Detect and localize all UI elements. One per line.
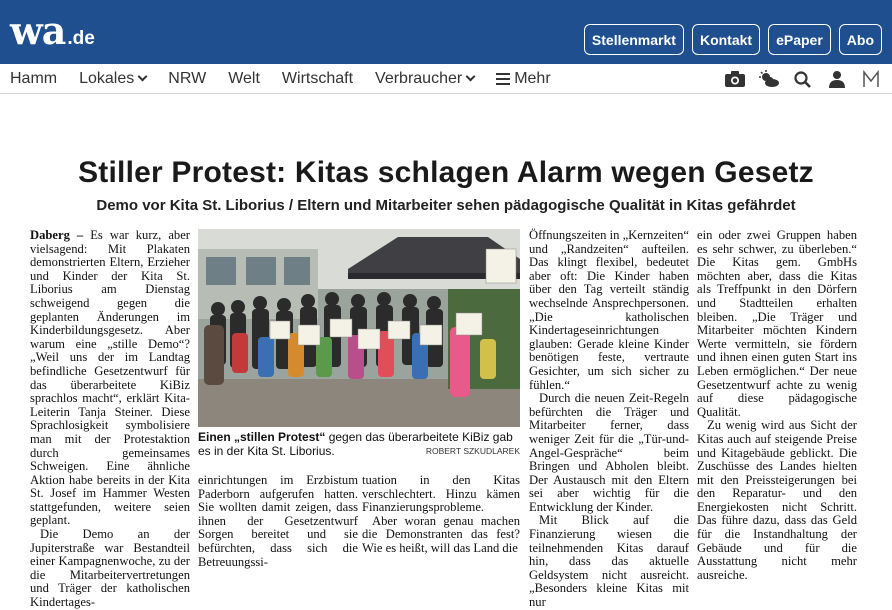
nav-label: Wirtschaft <box>281 69 354 87</box>
caption-lead: Einen „stillen Protest“ <box>198 430 326 444</box>
article-paragraph: Mit Blick auf die Finanzierung wiesen die teilnehmenden Kitas darauf hin, dass das aktuelle Geldsystem nicht ausreicht. „Besonders kleine Kitas mit nur <box>529 513 689 610</box>
brand-m-icon[interactable] <box>860 70 882 88</box>
article-paragraph: Durch die neuen Zeit-Regeln befürchten die Träger und Mitarbeiter ferner, dass weniger Zeit für die „Tür-und-Angel-Gespräche“ beim Bringen und Abholen bleibt. Der Austausch mit den Eltern sei aber wichtig für die Entwicklung der Kinder. <box>529 391 689 514</box>
article-paragraph: tuation in den Kitas verschlechtert. Hinzu kämen Finanzierungsprobleme. <box>362 473 520 515</box>
nav-label: Lokales <box>79 69 135 87</box>
article-paragraph: Aber woran genau machen die Demonstranten das fest? Wie es heißt, will das Land die <box>362 513 520 555</box>
photo-credit: ROBERT SZKUDLAREK <box>425 446 520 456</box>
top-bar <box>0 0 892 64</box>
article-paragraph: Die Demo an der Jupiterstraße war Bestandteil einer Kampagnenwoche, zu der die Mitarbeitervertretungen und Träger der katholischen Kindertages- <box>30 527 190 610</box>
chevron-down-icon <box>138 72 148 82</box>
menu-icon <box>496 73 510 85</box>
nav-label: Hamm <box>10 69 58 87</box>
nav-item-verbraucher[interactable] <box>375 70 474 88</box>
article-column-5 <box>697 229 857 582</box>
stellenmarkt-button[interactable]: Stellenmarkt <box>584 24 684 55</box>
article-paragraph: ein oder zwei Gruppen haben es sehr schwer, zu überleben.“ Die Kitas gem. GmbHs möchten aber, dass die Kitas als Treffpunkt in den Dörfern und Stadtteilen erhalten bleiben. „Die Träger und Mitarbeiter möchten Kindern Werte vermitteln, sie fördern und ihnen einen guten Start ins Leben ermöglichen.“ Der neue Gesetzentwurf achte zu wenig auf diese pädagogische Qualität. <box>697 228 857 419</box>
main-nav <box>0 64 892 94</box>
article-paragraph <box>30 229 190 528</box>
kontakt-button[interactable]: Kontakt <box>692 24 760 55</box>
abo-button[interactable]: Abo <box>839 24 882 55</box>
protest-photo-illustration <box>198 229 520 427</box>
article-paragraph: einrichtungen im Erzbistum Paderborn aufgerufen hatten. Sie wollten damit zeigen, dass ihnen der Gesetzentwurf Sorgen bereitet und sie befürchten, dass sich die Betreuungssi- <box>198 473 358 569</box>
nav-label: Mehr <box>514 69 551 87</box>
paragraph-text: Es war kurz, aber vielsagend: Mit Plakaten demonstrierten Eltern, Erzieher und Kinder der Kita St. Liborius am Dienstag schweigend gegen die geplanten Änderungen im Kinderbildungsgesetz. Aber warum eine „stille Demo“? „Weil uns der im Landtag befindliche Gesetzentwurf für das überarbeitete KiBiz sprachlos macht“, erklärt Kita-Leiterin Tanja Steiner. Diese Sprachlosigkeit symbolisiere man mit der Protestaktion durch gemeinsames Schweigen. Eine ähnliche Aktion habe bereits in der Kita St. Josef im Hammer Westen stattgefunden, weitere seien geplant. <box>30 228 190 528</box>
nav-label: Welt <box>228 69 260 87</box>
article-subheadline: Demo vor Kita St. Liborius / Eltern und Mitarbeiter sehen pädagogische Qualität in Kitas gefährdet <box>96 197 796 214</box>
epaper-button[interactable]: ePaper <box>768 24 831 55</box>
site-logo[interactable] <box>10 8 95 53</box>
weather-icon[interactable] <box>758 70 780 88</box>
nav-item-lokales[interactable] <box>79 70 146 88</box>
chevron-down-icon <box>466 72 476 82</box>
article-photo[interactable] <box>198 229 520 427</box>
nav-item-hamm[interactable] <box>10 70 57 88</box>
nav-item-wirtschaft[interactable] <box>282 70 353 88</box>
article-column-3 <box>362 474 520 556</box>
logo-main: wa <box>10 8 66 53</box>
article-column-4 <box>529 229 689 610</box>
user-icon[interactable] <box>826 70 848 88</box>
article-paragraph: Öffnungszeiten in „Kernzeiten“ und „Randzeiten“ aufteilen. Das klingt flexibel, bedeutet aber oft: Die Kinder haben über den Tag verteilt ständig wechselnde Ansprechpersonen. „Die katholischen Kindertageseinrichtungen glauben: Gerade kleine Kinder benötigen feste, vertraute Gesichter, um sich sicher zu fühlen.“ <box>529 228 689 392</box>
nav-label: Verbraucher <box>375 69 463 87</box>
camera-icon[interactable] <box>724 70 746 88</box>
nav-item-welt[interactable] <box>228 70 260 88</box>
article-column-1 <box>30 229 190 610</box>
dateline: Daberg – <box>30 228 84 242</box>
caption-text: gegen das überarbeitete KiBiz gab es in der Kita St. Liborius. <box>198 430 513 458</box>
logo-suffix: .de <box>67 28 95 49</box>
search-icon[interactable] <box>792 70 814 88</box>
article-headline: Stiller Protest: Kitas schlagen Alarm wegen Gesetz <box>78 156 814 189</box>
article-paragraph: Zu wenig wird aus Sicht der Kitas auch auf steigende Preise und Kitagebäude geblickt. Die Zuschüsse des Landes hielten mit den Preissteigerungen bei den Reparatur- und den Energiekosten nicht Schritt. Das führe dazu, dass das Geld für die Instandhaltung der Gebäude und für die Ausstattung nicht mehr ausreiche. <box>697 418 857 582</box>
nav-item-nrw[interactable] <box>168 70 206 88</box>
nav-label: NRW <box>168 69 207 87</box>
nav-item-mehr[interactable] <box>496 70 550 88</box>
nav-icons <box>724 70 882 88</box>
top-buttons <box>584 24 882 55</box>
article-column-2 <box>198 474 358 569</box>
